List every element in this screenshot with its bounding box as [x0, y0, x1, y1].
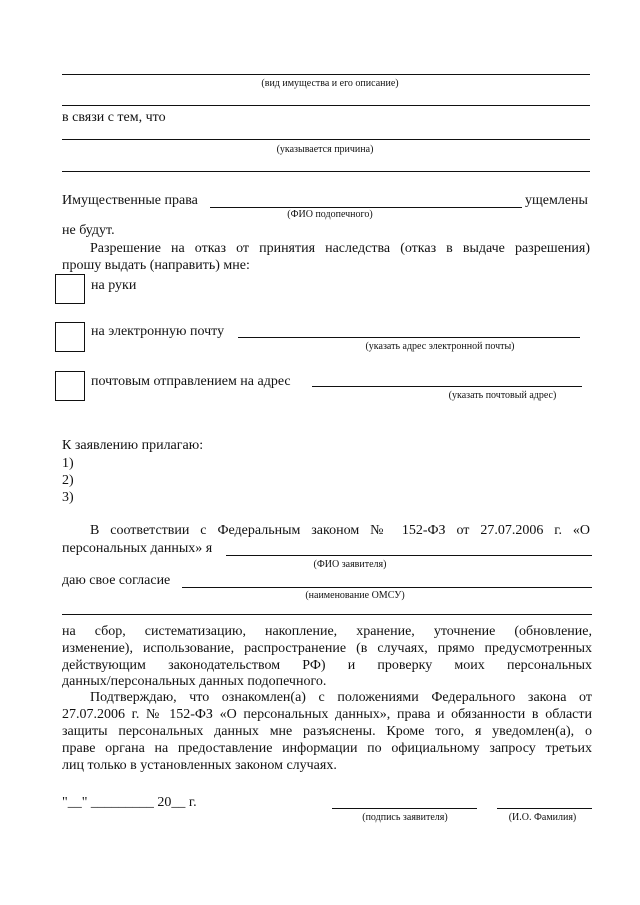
property-line-2[interactable] — [62, 105, 590, 106]
attachment-item-1: 1) — [62, 456, 74, 471]
option-hand-checkbox[interactable] — [55, 274, 85, 304]
reason-prefix: в связи с тем, что — [62, 110, 166, 125]
omsu-hint: (наименование ОМСУ) — [305, 590, 405, 601]
attachments-title: К заявлению прилагаю: — [62, 438, 204, 453]
omsu-line[interactable] — [182, 587, 592, 588]
property-line-1[interactable] — [62, 74, 590, 75]
signature-date[interactable]: "__" _________ 20__ г. — [62, 795, 197, 810]
reason-line-1[interactable] — [62, 139, 590, 140]
confirm-line-2: 27.07.2006 г. № 152-ФЗ «О персональных данных», права и обязанности в области — [62, 707, 592, 722]
attachment-item-3: 3) — [62, 490, 74, 505]
signature-hint: (подпись заявителя) — [362, 812, 448, 823]
option-post-checkbox[interactable] — [55, 371, 85, 401]
email-address-line[interactable] — [238, 337, 580, 338]
consent-body-4: данных/персональных данных подопечного. — [62, 674, 327, 689]
consent-body-3: действующим законодательством РФ) и проверку моих персональных — [62, 658, 592, 673]
name-line[interactable] — [497, 808, 592, 809]
property-hint: (вид имущества и его описание) — [261, 78, 399, 89]
confirm-line-3: защиты персональных данных мне разъяснены. Кроме того, я уведомлен(а), о — [62, 724, 592, 739]
consent-line-1: В соответствии с Федеральным законом № 152-ФЗ от 27.07.2006 г. «О — [90, 523, 590, 538]
reason-line-2[interactable] — [62, 171, 590, 172]
confirm-line-4: праве органа на предоставление информации по официальному запросу третьих — [62, 741, 592, 756]
consent-body-2: изменение), использование, распространение (в случаях, прямо предусмотренных — [62, 641, 592, 656]
option-email-checkbox[interactable] — [55, 322, 85, 352]
rights-prefix: Имущественные права — [62, 193, 198, 208]
signature-line[interactable] — [332, 808, 477, 809]
rights-continuation: не будут. — [62, 223, 115, 238]
option-email-label: на электронную почту — [91, 324, 225, 339]
name-hint: (И.О. Фамилия) — [508, 812, 577, 823]
reason-hint: (указывается причина) — [276, 144, 374, 155]
option-post-label: почтовым отправлением на адрес — [91, 374, 291, 389]
post-hint: (указать почтовый адрес) — [448, 390, 557, 401]
rights-ward-line[interactable] — [210, 207, 522, 208]
request-line-2: прошу выдать (направить) мне: — [62, 258, 250, 273]
postal-address-line[interactable] — [312, 386, 582, 387]
consent-line-2-prefix: персональных данных» я — [62, 541, 213, 556]
consent-body-1: на сбор, систематизацию, накопление, хранение, уточнение (обновление, — [62, 624, 592, 639]
agree-prefix: даю свое согласие — [62, 573, 171, 588]
email-hint: (указать адрес электронной почты) — [365, 341, 515, 352]
rights-hint: (ФИО подопечного) — [287, 209, 373, 220]
attachment-item-2: 2) — [62, 473, 74, 488]
omsu-line-2[interactable] — [62, 614, 592, 615]
applicant-name-line[interactable] — [226, 555, 592, 556]
applicant-hint: (ФИО заявителя) — [313, 559, 387, 570]
request-line-1: Разрешение на отказ от принятия наследства (отказ в выдаче разрешения) — [90, 241, 590, 256]
option-hand-label: на руки — [91, 278, 137, 293]
confirm-line-1: Подтверждаю, что ознакомлен(а) с положениями Федерального закона от — [90, 690, 592, 705]
rights-suffix: ущемлены — [525, 193, 588, 208]
confirm-line-5: лиц только в установленных законом случаях. — [62, 758, 337, 773]
